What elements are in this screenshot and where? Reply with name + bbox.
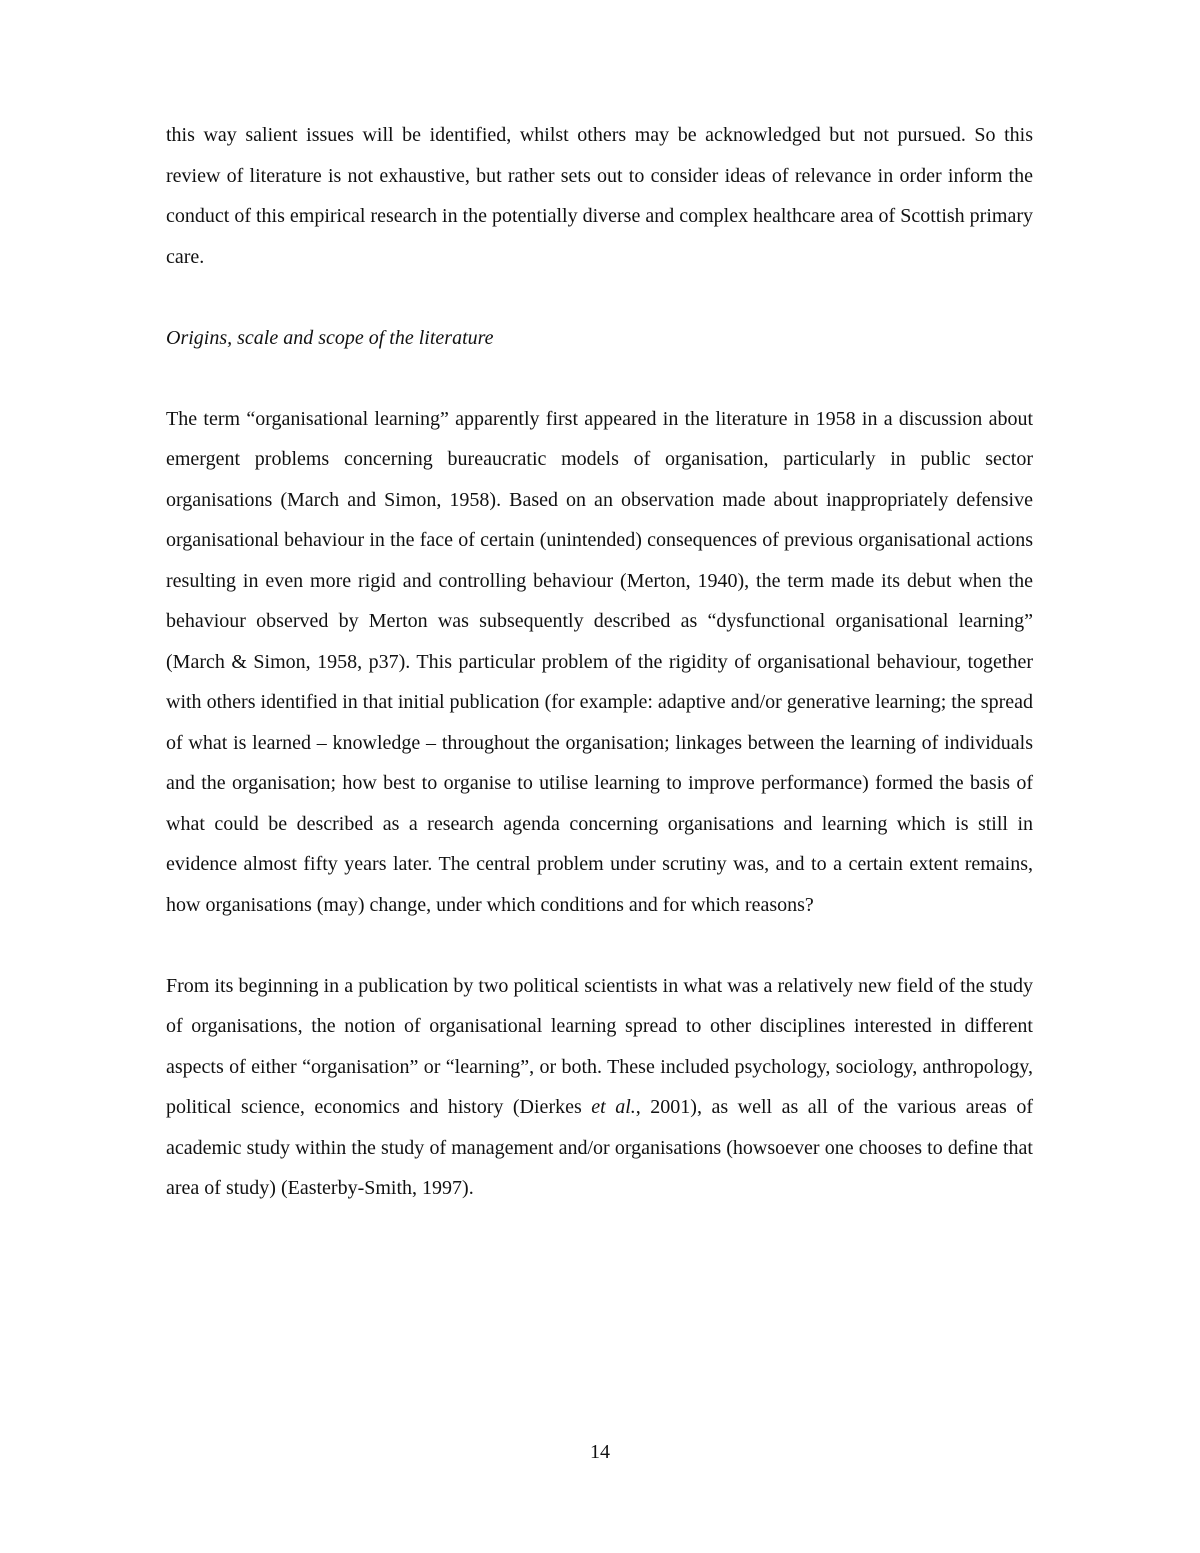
citation-et-al: et al. [591, 1096, 636, 1118]
paragraph-origins: The term “organisational learning” apparently first appeared in the literature in 1958 in a discussion about emergent problems concerning bureaucratic models of organisation, particularly in public sector organisations (March and Simon, 1958). Based on an observation made about inappropriately defensive organisational behaviour in the face of certain (unintended) consequences of previous organisational actions resulting in even more rigid and controlling behaviour (Merton, 1940), the term made its debut when the behaviour observed by Merton was subsequently described as “dysfunctional organisational learning” (March & Simon, 1958, p37). This particular problem of the rigidity of organisational behaviour, together with others identified in that initial publication (for example: adaptive and/or generative learning; the spread of what is learned – knowledge – throughout the organisation; linkages between the learning of individuals and the organisation; how best to organise to utilise learning to improve performance) formed the basis of what could be described as a research agenda concerning organisations and learning which is still in evidence almost fifty years later. The central problem under scrutiny was, and to a certain extent remains, how organisations (may) change, under which conditions and for which reasons? [166, 407, 1033, 916]
paragraph-gap [166, 358, 1033, 399]
paragraph-disciplines [166, 966, 1033, 1209]
document-body [166, 115, 1033, 1209]
paragraph-intro: this way salient issues will be identified, whilst others may be acknowledged but not pursued. So this review of literature is not exhaustive, but rather sets out to consider ideas of relevance in order inform the conduct of this empirical research in the potentially diverse and complex healthcare area of Scottish primary care. [166, 124, 1033, 268]
paragraph-disciplines-text-1: From its beginning in a publication by two political scientists in what was a relatively new field of the study of organisations, the notion of organisational learning spread to other disciplines interested in different aspects of either “organisation” or “learning”, or both. These included psychology, sociology, anthropology, political science, economics and history (Dierkes [166, 974, 1033, 1118]
paragraph-gap [166, 277, 1033, 318]
section-heading: Origins, scale and scope of the literature [166, 326, 494, 349]
paragraph-gap [166, 925, 1033, 966]
page-number: 14 [590, 1441, 610, 1463]
paragraph-disciplines-text-2: , 2001), as well as all of the various areas of academic study within the study of management and/or organisations (howsoever one chooses to define that area of study) (Easterby-Smith, 1997). [166, 1096, 1034, 1199]
